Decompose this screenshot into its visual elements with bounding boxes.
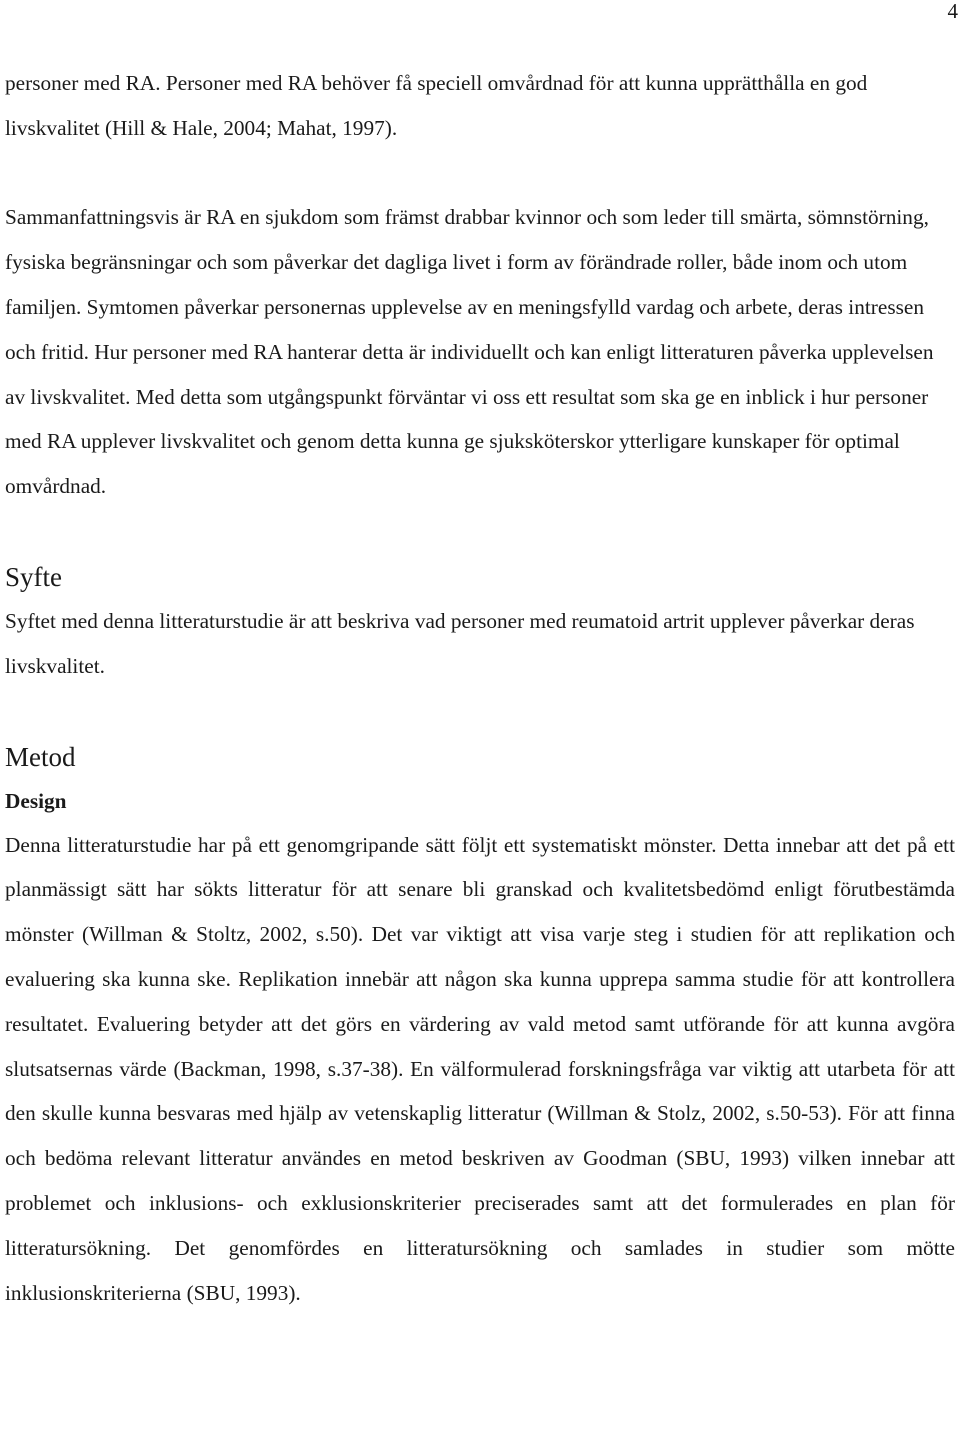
syfte-heading: Syfte: [5, 561, 62, 592]
page-number: 4: [947, 0, 958, 23]
metod-heading: Metod: [5, 741, 76, 772]
design-subheading: Design: [5, 788, 67, 813]
summary-paragraph: Sammanfattningsvis är RA en sjukdom som främst drabbar kvinnor och som leder till smärta, sömnstörning, fysiska begränsningar och som påverkar det dagliga livet i form av förändrade roller, både inom och utom familjen. Symtomen påverkar personernas upplevelse av en meningsfylld vardag och arbete, deras intressen och fritid. Hur personer med RA hanterar detta är individuellt och kan enligt litteraturen påverka upplevelsen av livskvalitet. Med detta som utgångspunkt förväntar vi oss ett resultat som ska ge en inblick i hur personer med RA upplever livskvalitet och genom detta kunna ge sjuksköterskor ytterligare kunskaper för optimal omvårdnad.: [5, 205, 934, 499]
design-paragraph: Denna litteraturstudie har på ett genomgripande sätt följt ett systematiskt mönster. Detta innebar att det på ett planmässigt sätt har sökts litteratur för att senare bli granskad och kvalitetsbedömd enligt förutbestämda mönster (Willman & Stoltz, 2002, s.50). Det var viktigt att visa varje steg i studien för att replikation och evaluering ska kunna ske. Replikation innebär att någon ska kunna upprepa samma studie för att kontrollera resultatet. Evaluering betyder att det görs en värdering av vald metod samt utförande för att kunna avgöra slutsatsernas värde (Backman, 1998, s.37-38). En välformulerad forskningsfråga var viktig att utarbeta för att den skulle kunna besvaras med hjälp av vetenskaplig litteratur (Willman & Stolz, 2002, s.50-53). För att finna och bedöma relevant litteratur användes en metod beskriven av Goodman (SBU, 1993) vilken innebar att problemet och inklusions- och exklusionskriterier preciserades samt att det formulerades en plan för litteratursökning. Det genomfördes en litteratursökning och samlades in studier som mötte inklusionskriterierna (SBU, 1993).: [5, 832, 955, 1305]
intro-continuation-paragraph: personer med RA. Personer med RA behöver få speciell omvårdnad för att kunna upprätthålla en god livskvalitet (Hill & Hale, 2004; Mahat, 1997).: [5, 71, 868, 140]
document-body: [5, 61, 955, 1315]
syfte-paragraph: Syftet med denna litteraturstudie är att beskriva vad personer med reumatoid artrit upplever påverkar deras livskvalitet.: [5, 608, 915, 678]
